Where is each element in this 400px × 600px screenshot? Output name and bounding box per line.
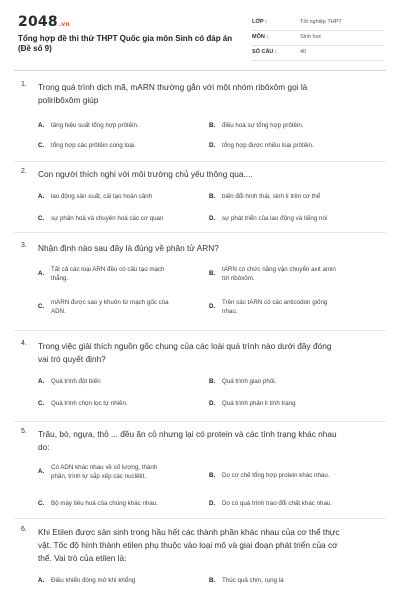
option-letter: C. xyxy=(38,303,45,310)
option-d[interactable] xyxy=(209,299,327,316)
logo-main: 2048 xyxy=(18,14,58,30)
option-text: Quá trình phân li tính trạng xyxy=(222,400,296,407)
option-a[interactable] xyxy=(38,464,157,481)
option-text: biến đổi hình thái, sinh lí trên cơ thể xyxy=(222,193,321,200)
question-4 xyxy=(18,340,384,420)
option-text-line: mARN được sao y khuôn từ mạch gốc của xyxy=(51,299,169,306)
question-text xyxy=(38,340,376,366)
option-letter: D. xyxy=(209,215,216,222)
question-number: 2. xyxy=(21,168,27,175)
question-divider xyxy=(14,232,386,233)
option-letter: D. xyxy=(209,303,216,310)
option-a[interactable] xyxy=(38,577,135,586)
option-text-line: ADN. xyxy=(51,307,66,315)
option-text: Quá trình đột biến xyxy=(51,378,101,385)
option-text: Quá trình chọn lọc tự nhiên. xyxy=(51,400,128,407)
option-a[interactable] xyxy=(38,193,152,202)
option-letter: B. xyxy=(209,472,216,479)
option-c[interactable] xyxy=(38,142,136,151)
option-b[interactable] xyxy=(209,193,320,202)
option-text: Quá trình giao phối. xyxy=(222,378,277,385)
option-c[interactable] xyxy=(38,299,169,316)
question-1 xyxy=(18,81,384,161)
option-letter: D. xyxy=(209,400,216,407)
option-text: Do có quá trình trao đổi chất khác nhau. xyxy=(222,500,333,507)
option-c[interactable] xyxy=(38,215,163,224)
question-number: 6. xyxy=(21,526,27,533)
question-text-line: Khi Etilen được sản sinh trong hầu hết các thành phần khác nhau của cơ thể thực xyxy=(38,527,340,537)
question-text-line: poliribôxôm giúp xyxy=(38,95,99,105)
question-divider xyxy=(14,518,386,519)
logo-suffix: .vn xyxy=(58,21,70,28)
option-b[interactable] xyxy=(209,266,336,283)
document-title-line1: Tổng hợp đề thi thử THPT Quốc gia môn Sinh có đáp án xyxy=(18,34,233,43)
option-letter: A. xyxy=(38,378,45,385)
meta-row-subject xyxy=(252,31,384,46)
option-text-line: Có ADN khác nhau về số lượng, thành xyxy=(51,464,158,471)
option-text: sự phát triển của lao động và tiếng nói xyxy=(222,215,328,222)
option-text: Do cơ chế tổng hợp protein khác nhau. xyxy=(222,472,330,479)
option-b[interactable] xyxy=(209,472,330,481)
option-text xyxy=(51,266,165,283)
option-a[interactable] xyxy=(38,122,139,131)
option-text-line: Tất cả các loại ARN đều có cấu tạo mạch xyxy=(51,266,165,273)
option-d[interactable] xyxy=(209,215,327,224)
option-text: điều hoà sự tổng hợp prôtêin. xyxy=(222,122,304,129)
question-text-line: Trong quá trình dịch mã, mARN thường gắn với một nhóm ribôxôm gọi là xyxy=(38,82,308,92)
option-b[interactable] xyxy=(209,378,276,387)
question-number: 4. xyxy=(21,340,27,347)
option-text-line: phần, trình tự sắp xếp các nuclêtit. xyxy=(51,472,146,480)
option-d[interactable] xyxy=(209,142,314,151)
document-title xyxy=(18,34,238,54)
option-text-line: nhau. xyxy=(222,307,238,315)
meta-value: Sinh học xyxy=(300,34,322,40)
option-text: lao động sản xuất, cải tạo hoàn cảnh xyxy=(51,193,153,200)
option-letter: A. xyxy=(38,193,45,200)
question-text xyxy=(38,428,376,454)
question-divider xyxy=(14,330,386,331)
option-letter: C. xyxy=(38,215,45,222)
question-text-line: Nhận định nào sau đây là đúng về phân tử ARN? xyxy=(38,243,219,253)
page-header xyxy=(18,12,384,74)
header-divider xyxy=(14,70,386,71)
option-text xyxy=(51,464,157,481)
option-c[interactable] xyxy=(38,400,128,409)
question-number: 3. xyxy=(21,242,27,249)
question-5 xyxy=(18,428,384,520)
question-number: 1. xyxy=(21,81,27,88)
meta-label: LỚP : xyxy=(252,19,267,25)
option-letter: A. xyxy=(38,577,45,584)
question-6 xyxy=(18,526,384,598)
question-text-line: Trong việc giải thích nguồn gốc chung của các loài quá trình nào dưới đây đóng xyxy=(38,341,332,351)
option-letter: A. xyxy=(38,122,45,129)
meta-row-class xyxy=(252,16,384,31)
meta-value: 40 xyxy=(300,49,307,55)
option-text: tổng hợp các prôtêin cùng loại. xyxy=(51,142,136,149)
question-text-line: vật. Tốc độ hình thành etilen phụ thuộc vào loại mô và giai đoạn phát triển của cơ xyxy=(38,540,338,550)
question-3 xyxy=(18,242,384,324)
option-text-line: thẳng. xyxy=(51,274,69,282)
option-a[interactable] xyxy=(38,378,101,387)
option-letter: B. xyxy=(209,577,216,584)
option-letter: B. xyxy=(209,122,216,129)
option-letter: B. xyxy=(209,270,216,277)
option-text-line: tới ribôxôm. xyxy=(222,274,255,282)
question-text-line: Con người thích nghi với môi trường chủ yếu thông qua.... xyxy=(38,169,253,179)
exam-meta xyxy=(252,16,384,61)
option-text xyxy=(51,299,169,316)
question-divider xyxy=(14,421,386,422)
option-d[interactable] xyxy=(209,400,296,409)
option-text: tổng hợp được nhiều loại prôtêin. xyxy=(222,142,314,149)
option-text xyxy=(222,299,327,316)
option-d[interactable] xyxy=(209,500,332,509)
option-text: Điều khiển đóng mở khí khổng xyxy=(51,577,136,584)
question-text-line: do: xyxy=(38,442,50,452)
question-text xyxy=(38,242,376,255)
option-b[interactable] xyxy=(209,577,284,586)
option-letter: A. xyxy=(38,468,45,475)
document-title-line2: (Đề số 9) xyxy=(18,44,52,53)
question-text xyxy=(38,81,376,107)
meta-row-question-count xyxy=(252,46,384,61)
option-text xyxy=(222,266,336,283)
option-c[interactable] xyxy=(38,500,158,509)
option-text: sự phân hoá và chuyên hoá các cơ quan xyxy=(51,215,164,222)
meta-label: MÔN : xyxy=(252,34,269,40)
option-text-line: Trên các tARN có các anticodon giống xyxy=(222,299,328,306)
option-text-line: tARN có chức năng vận chuyển axit amin xyxy=(222,266,336,273)
question-2 xyxy=(18,168,384,230)
question-divider xyxy=(14,161,386,162)
option-letter: B. xyxy=(209,193,216,200)
question-number: 5. xyxy=(21,428,27,435)
option-a[interactable] xyxy=(38,266,165,283)
option-text: tăng hiệu suất tổng hợp prôtêin. xyxy=(51,122,139,129)
option-b[interactable] xyxy=(209,122,303,131)
question-text-line: Trâu, bò, ngựa, thỏ ... đều ăn cỏ nhưng lại có protein và các tính trạng khác nhau xyxy=(38,429,337,439)
option-text: Bộ máy tiêu hoá của chúng khác nhau. xyxy=(51,500,158,507)
option-letter: B. xyxy=(209,378,216,385)
question-text xyxy=(38,526,376,565)
meta-value: Tốt nghiệp THPT xyxy=(300,19,342,25)
question-text-line: thể. Vai trò của etilen là: xyxy=(38,553,127,563)
site-logo[interactable] xyxy=(18,14,70,30)
option-letter: D. xyxy=(209,142,216,149)
option-letter: C. xyxy=(38,400,45,407)
question-text-line: vai trò quyết định? xyxy=(38,354,106,364)
option-letter: D. xyxy=(209,500,216,507)
option-letter: C. xyxy=(38,142,45,149)
option-letter: A. xyxy=(38,270,45,277)
option-text: Thúc quả chín, rụng lá xyxy=(222,577,284,584)
question-text xyxy=(38,168,376,181)
option-letter: C. xyxy=(38,500,45,507)
meta-label: SỐ CÂU : xyxy=(252,49,277,55)
